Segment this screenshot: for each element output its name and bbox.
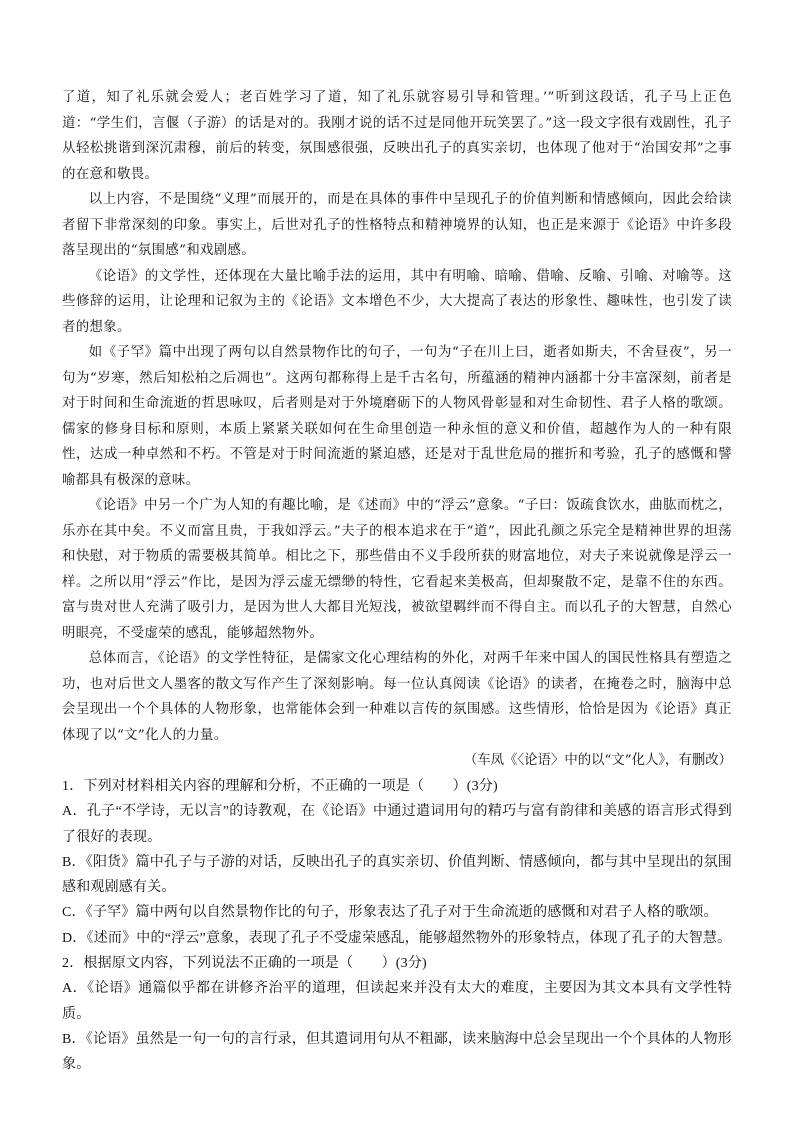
exam-page (62, 85, 732, 1078)
question-2-stem: 2．根据原文内容，下列说法不正确的一项是（ ）(3分) (62, 956, 427, 972)
question-1-option-c: C．《子罕》篇中两句以自然景物作比的句子，形象表达了孔子对于生命流逝的感慨和对君子人格的歌颂。 (62, 905, 718, 921)
question-2-option-b: B．《论语》虽然是一句一句的言行录，但其遣词用句从不粗鄙，读来脑海中总会呈现出一个个具体的人物形象。 (62, 1031, 732, 1073)
question-1-stem: 1．下列对材料相关内容的理解和分析，不正确的一项是（ ）(3分) (62, 779, 498, 794)
passage-paragraph-6: 总体而言，《论语》的文学性特征，是儒家文化心理结构的外化，对两千年来中国人的国民性格具有塑造之功，也对后世文人墨客的散文写作产生了深刻影响。每一位认真阅读《论语》的读者，在掩卷之时，脑海中总会呈现出一个个具体的人物形象，也常能体会到一种难以言传的氛围感。这些情形，恰恰是因为《论语》真正体现了以“文”化人的力量。 (62, 651, 732, 743)
passage-source-citation: （车凤《〈论语〉中的以“文”化人》，有删改） (463, 753, 732, 768)
passage-paragraph-2: 以上内容，不是围绕“义理”而展开的，而是在具体的事件中呈现孔子的价值判断和情感倾向，因此会给读者留下非常深刻的印象。事实上，后世对孔子的性格特点和精神境界的认知，也正是来源于《论语》中许多段落呈现出的“氛围感”和戏剧感。 (62, 192, 732, 258)
passage-paragraph-1: 了道，知了礼乐就会爱人；老百姓学习了道，知了礼乐就容易引导和管理。’”听到这段话，孔子马上正色道：“学生们，言偃（子游）的话是对的。我刚才说的话不过是同他开玩笑罢了。”这一段文字很有戏剧性，孔子从轻松挑谐到深沉肃穆，前后的转变，氛围感很强，反映出孔子的真实亲切，也体现了他对于“治国安邦”之事的在意和敬畏。 (62, 90, 732, 182)
passage-paragraph-5: 《论语》中另一个广为人知的有趣比喻，是《述而》中的“浮云”意象。“子曰：饭疏食饮水，曲肱而枕之，乐亦在其中矣。不义而富且贵，于我如浮云。”夫子的根本追求在于“道”，因此孔颜之乐完全是精神世界的坦荡和快慰，对于物质的需要极其简单。相比之下，那些借由不义手段所获的财富地位，对夫子来说就像是浮云一样。之所以用“浮云”作比，是因为浮云虚无缥缈的特性，它看起来美极高，但却聚散不定，是靠不住的东西。富与贵对世人充满了吸引力，是因为世人大都目光短浅，被欲望羁绊而不得自主。而以孔子的大智慧，自然心明眼亮，不受虚荣的感乱，能够超然物外。 (62, 498, 732, 641)
passage-paragraph-4: 如《子罕》篇中出现了两句以自然景物作比的句子，一句为“子在川上曰，逝者如斯夫，不舍昼夜”，另一句为“岁寒，然后知松柏之后凋也”。这两句都称得上是千古名句，所蕴涵的精神内涵都十分丰富深刻，前者是对于时间和生命流逝的哲思咏叹，后者则是对于外境磨砺下的人物风骨彰显和对生命韧性、君子人格的歌颂。儒家的修身目标和原则，本质上紧紧关联如何在生命里创造一种永恒的意义和价值，超越作为人的一种有限性，达成一种卓然和不朽。不管是对于时间流逝的紧迫感，还是对于乱世危局的摧折和考验，孔子的感慨和譬喻都具有极深的意味。 (62, 345, 732, 488)
question-1-option-d: D．《述而》中的“浮云”意象，表现了孔子不受虚荣感乱，能够超然物外的形象特点，体现了孔子的大智慧。 (62, 930, 732, 946)
reading-passage (62, 85, 732, 748)
question-1-option-a: A．孔子“不学诗，无以言”的诗教观，在《论语》中通过遣词用句的精巧与富有韵律和美感的语言形式得到了很好的表现。 (62, 804, 732, 845)
question-1-option-b: B．《阳货》篇中孔子与子游的对话，反映出孔子的真实亲切、价值判断、情感倾向，都与其中呈现出的氛围感和观剧感有关。 (62, 854, 732, 896)
question-list (62, 774, 732, 1078)
passage-paragraph-3: 《论语》的文学性，还体现在大量比喻手法的运用，其中有明喻、暗喻、借喻、反喻、引喻、对喻等。这些修辞的运用，让论理和记叙为主的《论语》文本增色不少，大大提高了表达的形象性、趣味性，也引发了读者的想象。 (62, 268, 732, 335)
question-2-option-a: A．《论语》通篇似乎都在讲修齐治平的道理，但读起来并没有太大的难度，主要因为其文本具有文学性特质。 (62, 981, 732, 1022)
